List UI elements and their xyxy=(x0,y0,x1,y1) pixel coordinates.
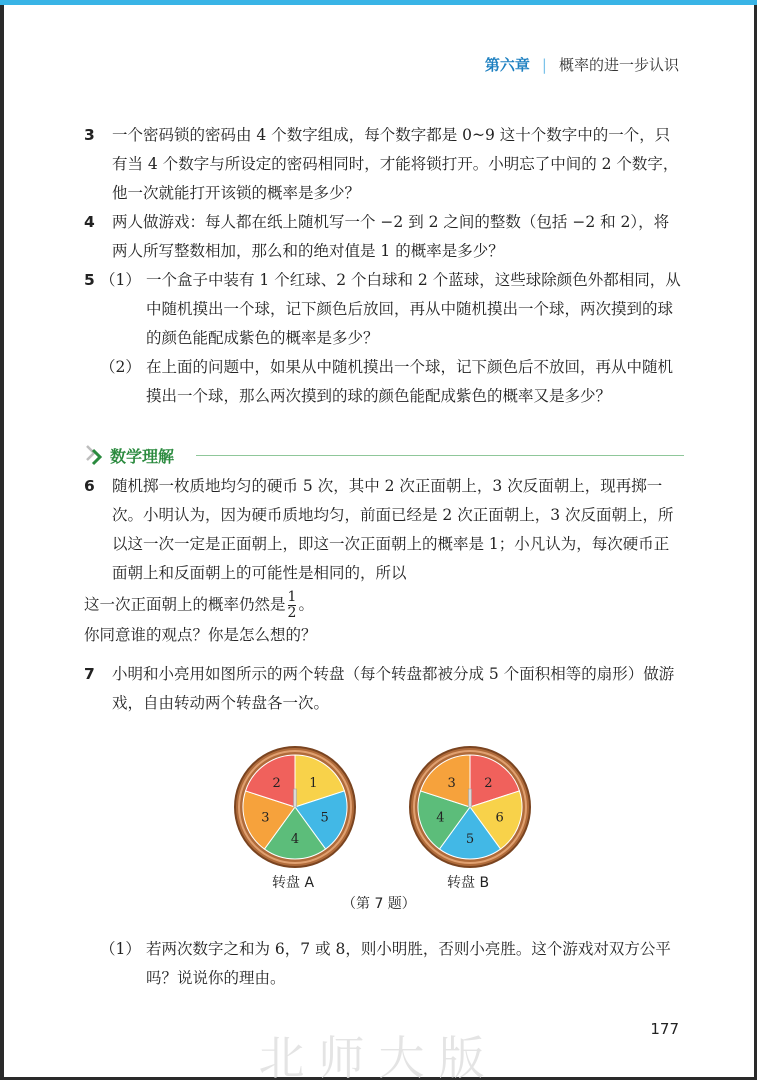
spinner-a-sector-label: 2 xyxy=(272,775,281,791)
spinner-figure xyxy=(230,745,550,915)
spinner-b-label: 转盘 B xyxy=(447,875,490,891)
spinner-b-sector-label: 2 xyxy=(484,775,493,791)
problem-text: 两人做游戏：每人都在纸上随机写一个 −2 到 2 之间的整数（包括 −2 和 2），将两人所写整数相加，那么和的绝对值是 1 的概率是多少？ xyxy=(112,213,670,260)
figure-caption: （第 7 题） xyxy=(342,896,416,912)
problem-number: 3 xyxy=(84,126,95,144)
spinner-b-sector-label: 4 xyxy=(436,810,445,826)
spinner-a xyxy=(235,747,355,867)
top-accent-line xyxy=(0,0,757,5)
section-rule xyxy=(196,455,684,456)
fraction-denominator: 2 xyxy=(287,605,297,621)
problem-6 xyxy=(84,472,684,650)
spinner-a-sector-label: 3 xyxy=(261,810,270,826)
problem-3 xyxy=(84,121,684,208)
fraction-one-half xyxy=(288,590,297,621)
part-text: 在上面的问题中，如果从中随机摸出一个球，记下颜色后不放回，再从中随机摸出一个球，那么两次摸到的球的颜色能配成紫色的概率又是多少？ xyxy=(146,358,674,405)
problem-text: 一个密码锁的密码由 4 个数字组成，每个数字都是 0~9 这十个数字中的一个，只有当 4 个数字与所设定的密码相同时，才能将锁打开。小明忘了中间的 2 个数字，他一次就能打开该锁的概率是多少？ xyxy=(112,126,679,202)
spinner-a-sector-label: 1 xyxy=(309,775,318,791)
problem-number: 5 xyxy=(84,271,95,289)
problem-5-part-2 xyxy=(100,353,684,411)
problem-5-part-1 xyxy=(100,266,684,353)
spinner-a-sector-label: 5 xyxy=(320,810,329,826)
chapter-number: 第六章 xyxy=(484,56,530,74)
problem-text: 小明和小亮用如图所示的两个转盘（每个转盘都被分成 5 个面积相等的扇形）做游戏，自由转动两个转盘各一次。 xyxy=(112,665,675,712)
part-label: （1） xyxy=(100,940,141,958)
problem-7-part-1 xyxy=(100,935,684,993)
spinner-a-label: 转盘 A xyxy=(272,875,315,891)
problem-text-pre: 这一次正面朝上的概率仍然是 xyxy=(84,595,286,614)
problem-text: 随机掷一枚质地均匀的硬币 5 次，其中 2 次正面朝上，3 次反面朝上，现再掷一次。小明认为，因为硬币质地均匀，前面已经是 2 次正面朝上，3 次反面朝上，所以这一次一定是正面朝上，即这一次正面朝上的概率是 1；小凡认为，每次硬币正面朝上和反面朝上的可能性是相同的，所以 xyxy=(112,477,674,582)
part-text: 一个盒子中装有 1 个红球、2 个白球和 2 个蓝球，这些球除颜色外都相同，从中随机摸出一个球，记下颜色后放回，再从中随机摸出一个球，两次摸到的球的颜色能配成紫色的概率是多少？ xyxy=(146,271,681,347)
spinner-b-sector-label: 6 xyxy=(495,810,504,826)
problem-last-line xyxy=(84,590,684,621)
spinner-b xyxy=(410,747,530,867)
section-title: 数学理解 xyxy=(110,447,175,466)
chapter-header xyxy=(485,54,679,75)
spinner-b-sector-label: 5 xyxy=(465,832,475,848)
problem-number: 7 xyxy=(84,665,95,683)
problem-question: 你同意谁的观点？你是怎么想的？ xyxy=(84,626,317,644)
chapter-title: 概率的进一步认识 xyxy=(558,56,679,74)
problem-number: 6 xyxy=(84,477,95,495)
fraction-numerator: 1 xyxy=(287,589,297,605)
chevron-right-icon xyxy=(84,443,106,467)
spinner-a-pointer[interactable] xyxy=(294,789,297,807)
problem-4 xyxy=(84,208,684,266)
problem-number: 4 xyxy=(84,213,95,231)
header-separator: | xyxy=(541,56,547,74)
spinner-a-sector-label: 4 xyxy=(290,832,300,848)
part-label: （1） xyxy=(100,271,141,289)
problem-7 xyxy=(84,660,684,718)
part-text: 若两次数字之和为 6，7 或 8，则小明胜，否则小亮胜。这个游戏对双方公平吗？说说你的理由。 xyxy=(146,940,671,987)
part-label: （2） xyxy=(100,358,141,376)
page-number: 177 xyxy=(650,1020,679,1038)
section-header xyxy=(84,443,684,467)
spinner-b-sector-label: 3 xyxy=(447,775,456,791)
problem-text-post: 。 xyxy=(298,595,314,614)
publisher-watermark: 北师大版 xyxy=(258,1031,499,1085)
spinners-svg xyxy=(230,745,550,875)
spinner-b-pointer[interactable] xyxy=(469,789,472,807)
